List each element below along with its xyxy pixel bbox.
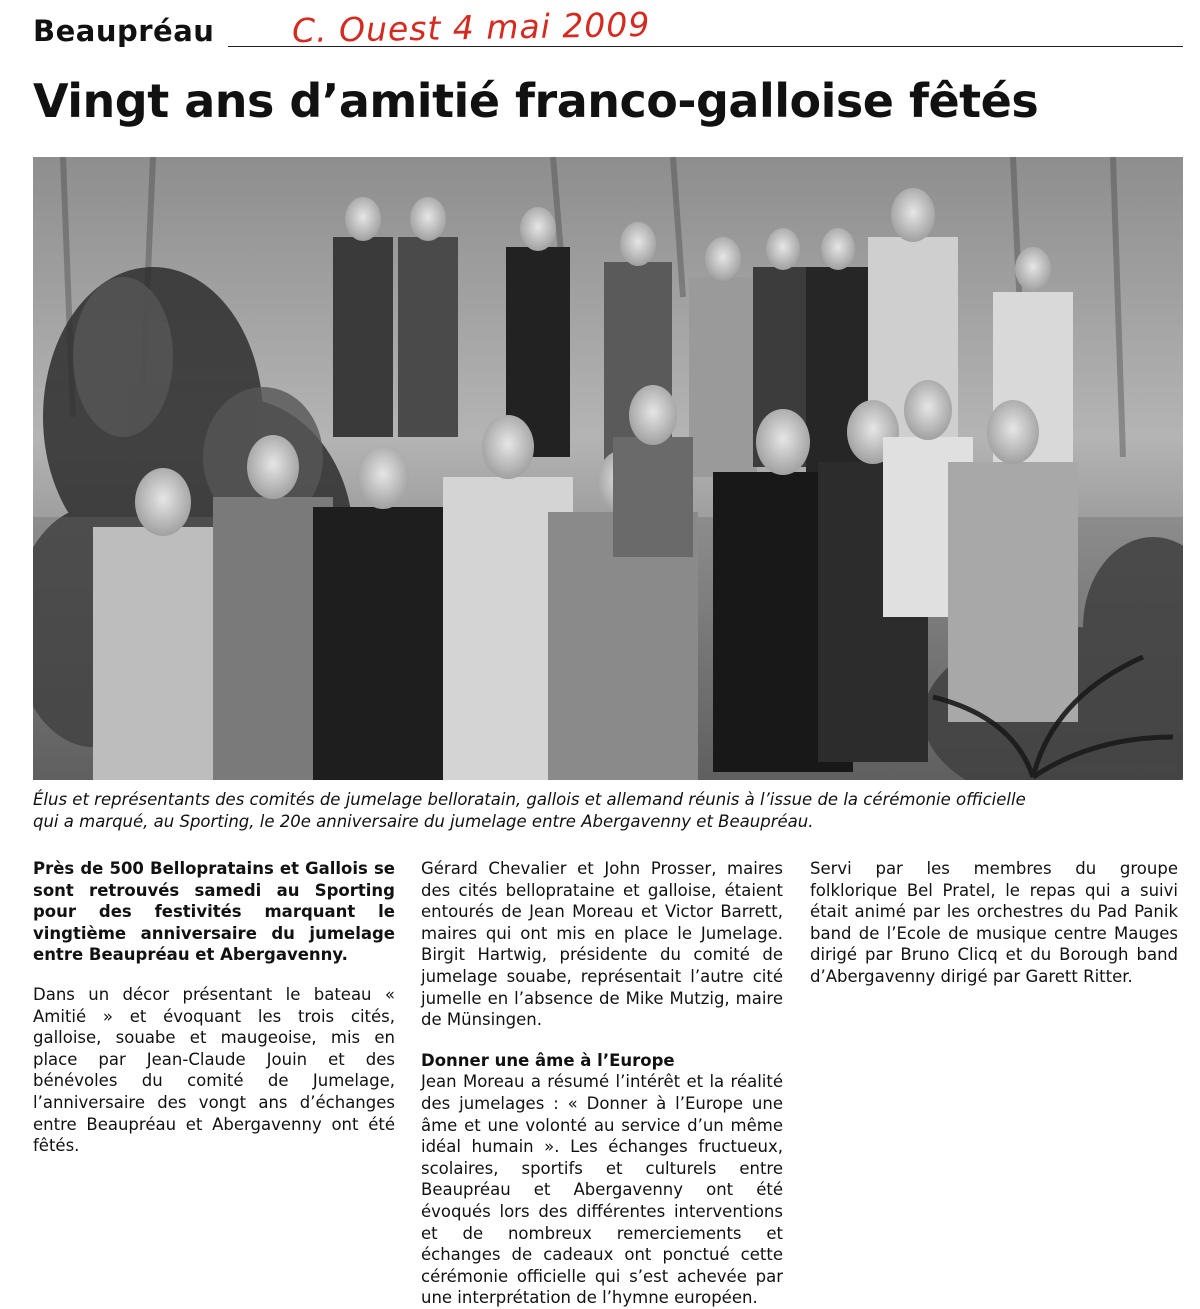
article-paragraph-2: Gérard Chevalier et John Prosser, maires des cités bellopratainе et galloise, étaient entourés de Jean Moreau et Victor Barrett, maires qui ont mis en place le Jumelage. Birgit Hartwig, présidente du comité de jumelage souabe, représentait l’autre cité jumelle en l’absence de Mike Mutzig, maire de Münsingen. bbox=[421, 859, 783, 1030]
article-headline: Vingt ans d’amitié franco-galloise fêtés bbox=[33, 74, 1039, 128]
caption-line-1: Élus et représentants des comités de jumelage belloratain, gallois et allemand réunis à l’issue de la cérémonie officielle bbox=[33, 790, 1026, 809]
group-photo bbox=[33, 157, 1183, 780]
article-column-2 bbox=[421, 858, 783, 1309]
photo-caption bbox=[33, 789, 1163, 833]
caption-line-2: qui a marqué, au Sporting, le 20e anniversaire du jumelage entre Abergavenny et Beaupréau. bbox=[33, 812, 814, 831]
article-paragraph-1: Dans un décor présentant le bateau « Amitié » et évoquant les trois cités, galloise, souabe et maugeoise, mis en place par Jean-Claude Jouin et des bénévoles du comité de Jumelage, l’anniversaire des vongt ans d’échanges entre Beaupréau et Abergavenny ont été fêtés. bbox=[33, 984, 395, 1156]
article-column-3 bbox=[810, 858, 1178, 988]
section-rubric: Beaupréau bbox=[33, 14, 215, 48]
article-lead: Près de 500 Bellopratains et Gallois se sont retrouvés samedi au Sporting pour des festivités marquant le vingtième anniversaire du jumelage entre Beaupréau et Abergavenny. bbox=[33, 859, 395, 965]
handwritten-source-note: C. Ouest 4 mai 2009 bbox=[291, 4, 651, 51]
article-column-1 bbox=[33, 858, 395, 1157]
article-subhead: Donner une âme à l’Europe bbox=[421, 1050, 675, 1070]
article-paragraph-4: Servi par les membres du groupe folklorique Bel Pratel, le repas qui a suivi était animé par les orchestres du Pad Panik band de l’Ecole de musique centre Mauges dirigé par Bruno Clicq et du Borough band d’Abergavenny dirigé par Garett Ritter. bbox=[810, 859, 1178, 986]
article-paragraph-3: Jean Moreau a résumé l’intérêt et la réalité des jumelages : « Donner à l’Europe une âme et une volonté au service d’un même idéal humain ». Les échanges fructueux, scolaires, sportifs et culturels entre Beaupréau et Abergavenny ont été évoqués lors des différentes interventions et de nombreux remerciements et échanges de cadeaux ont ponctué cette cérémonie officielle qui s’est achevée par une interprétation de l’hymne européen. bbox=[421, 1072, 783, 1308]
